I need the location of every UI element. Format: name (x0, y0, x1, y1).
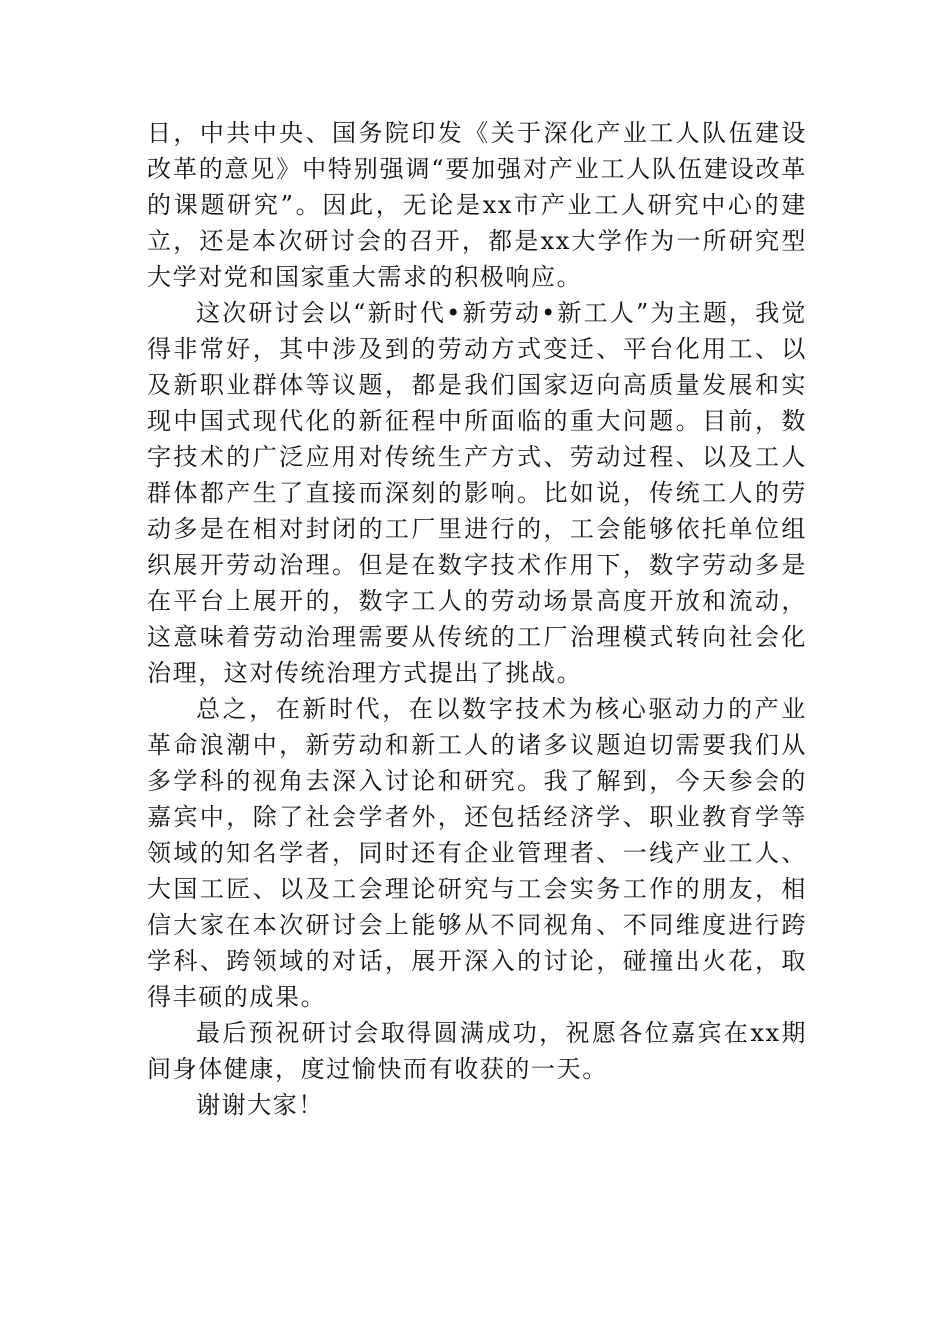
paragraph-continued: 日，中共中央、国务院印发《关于深化产业工人队伍建设改革的意见》中特别强调“要加强对产业工人队伍建设改革的课题研究”。因此，无论是xx市产业工人研究中心的建立，还是本次研讨会的召开，都是xx大学作为一所研究型大学对党和国家重大需求的积极响应。 (147, 119, 807, 291)
paragraph-wishes: 最后预祝研讨会取得圆满成功，祝愿各位嘉宾在xx期间身体健康，度过愉快而有收获的一天。 (147, 1019, 807, 1083)
paragraph-summary: 总之，在新时代，在以数字技术为核心驱动力的产业革命浪潮中，新劳动和新工人的诸多议题迫切需要我们从多学科的视角去深入讨论和研究。我了解到，今天参会的嘉宾中，除了社会学者外，还包括经济学、职业教育学等领域的知名学者，同时还有企业管理者、一线产业工人、大国工匠、以及工会理论研究与工会实务工作的朋友，相信大家在本次研讨会上能够从不同视角、不同维度进行跨学科、跨领域的对话，展开深入的讨论，碰撞出火花，取得丰硕的成果。 (147, 695, 807, 1011)
paragraph-theme: 这次研讨会以“新时代•新劳动•新工人”为主题，我觉得非常好，其中涉及到的劳动方式变迁、平台化用工、以及新职业群体等议题，都是我们国家迈向高质量发展和实现中国式现代化的新征程中所面临的重大问题。目前，数字技术的广泛应用对传统生产方式、劳动过程、以及工人群体都产生了直接而深刻的影响。比如说，传统工人的劳动多是在相对封闭的工厂里进行的，工会能够依托单位组织展开劳动治理。但是在数字技术作用下，数字劳动多是在平台上展开的，数字工人的劳动场景高度开放和流动，这意味着劳动治理需要从传统的工厂治理模式转向社会化治理，这对传统治理方式提出了挑战。 (147, 299, 807, 687)
paragraph-thanks: 谢谢大家！ (196, 1091, 324, 1119)
document-body (147, 115, 807, 1123)
